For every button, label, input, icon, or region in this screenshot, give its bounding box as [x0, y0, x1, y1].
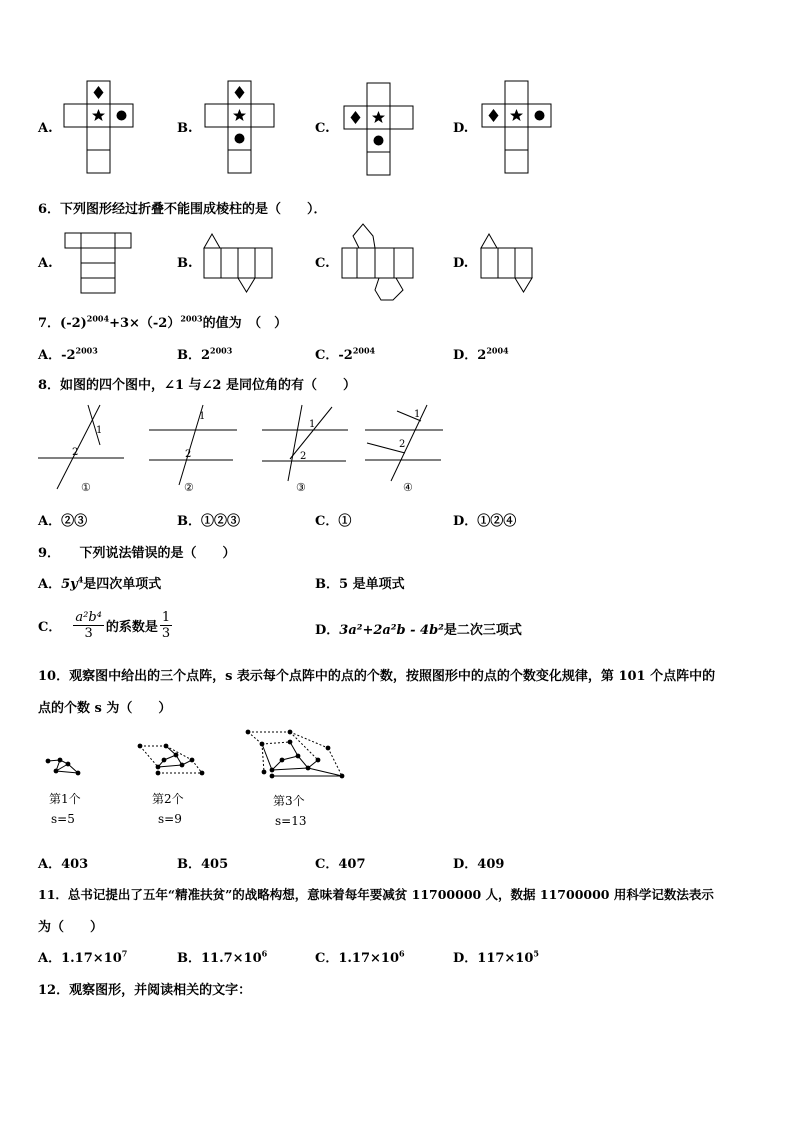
diamond-icon [489, 109, 499, 122]
q5-option-d-letter: D. [453, 121, 469, 136]
q5-net-a [64, 80, 138, 176]
q8-option-d: D．①②④ [453, 514, 517, 529]
q6-option-d-letter: D. [453, 256, 469, 271]
q7-option-a: A．$-2^{2003}$ [38, 345, 98, 363]
q5-option-c-letter: C. [315, 121, 330, 136]
circle-icon [235, 134, 245, 144]
q11-option-b: B．$11.7\times 10^6$ [177, 948, 268, 966]
star-icon [372, 111, 385, 123]
fraction: $\frac{\text{a²b⁴}}{3}$ [75, 609, 102, 641]
q6-net-d [480, 232, 540, 296]
q6-net-b [203, 232, 277, 296]
q11-option-c: C．$1.17\times 10^6$ [315, 948, 405, 966]
q6-net-a [64, 232, 134, 296]
diamond-icon [351, 111, 361, 124]
q6-option-b-letter: B. [177, 256, 193, 271]
q9-stem: 9． 下列说法错误的是（ ） [38, 546, 236, 561]
svg-text:2: 2 [300, 451, 307, 462]
q10-caption-1-s: s=5 [51, 812, 75, 826]
q10-caption-1-name: 第1个 [49, 792, 81, 806]
q10-line1: 10．观察图中给出的三个点阵，s 表示每个点阵中的点的个数，按照图形中的点的个数变化规律，第 101 个点阵中的 [38, 669, 716, 684]
q5-option-b-letter: B. [177, 121, 193, 136]
svg-text:1: 1 [96, 425, 103, 436]
q6-option-c-letter: C. [315, 256, 330, 271]
q8-figure-2 [149, 405, 241, 495]
circle-icon [535, 111, 545, 121]
svg-text:2: 2 [185, 449, 192, 460]
diamond-icon [235, 86, 245, 99]
q10-option-c: C．407 [315, 857, 366, 872]
svg-text:1: 1 [309, 419, 316, 430]
q10-option-b: B．405 [177, 857, 229, 872]
q12-stem: 12．观察图形，并阅读相关的文字： [38, 983, 252, 998]
q8-figure-1 [38, 405, 128, 495]
star-icon [233, 109, 246, 121]
q7-option-c: C．$-2^{2004}$ [315, 345, 376, 363]
circle-icon [374, 136, 384, 146]
q8-option-b: B．①②③ [177, 514, 241, 529]
q8-figure-4 [365, 405, 447, 495]
diamond-icon [94, 86, 104, 99]
star-icon [510, 109, 523, 121]
q11-line1: 11．总书记提出了五年“精准扶贫”的战略构想，意味着每年要减贫 11700000 人，数据 11700000 用科学记数法表示 [38, 887, 714, 902]
q9-option-b: B．5 是单项式 [315, 577, 405, 592]
svg-text:2: 2 [72, 447, 79, 458]
q8-stem: 8．如图的四个图中，∠1 与∠2 是同位角的有（ ） [38, 378, 356, 393]
svg-text:2: 2 [399, 439, 406, 450]
svg-text:1: 1 [199, 411, 206, 422]
q9-option-a: A．$5y^4$是四次单项式 [38, 574, 162, 592]
q5-net-c [344, 82, 418, 178]
q7-option-d: D．$2^{2004}$ [453, 345, 509, 363]
q11-line2: 为（ ） [38, 920, 104, 935]
circle-icon [117, 111, 127, 121]
q7-option-b: B．$2^{2003}$ [177, 345, 233, 363]
q6-net-c [341, 222, 421, 302]
q10-option-d: D．409 [453, 857, 505, 872]
fraction: $\frac{1}{3}$ [161, 609, 171, 641]
figure-label: ① [81, 481, 91, 494]
q9-option-c: C． $\frac{\text{a²b⁴}}{3}$ 的系数是 $\frac{1}{3}$ [38, 609, 171, 641]
q10-caption-2-s: s=9 [158, 812, 182, 826]
q11-option-d: D．$117\times 10^5$ [453, 948, 539, 966]
q10-dot-array-2 [136, 740, 208, 778]
q8-option-c: C．① [315, 514, 352, 529]
figure-label: ② [184, 481, 194, 494]
q5-net-b [205, 80, 279, 176]
q7-stem: 7．$(-2)^{2004}+3\times(-2)^{2003}$的值为 （ ） [38, 313, 288, 331]
q6-stem: 6．下列图形经过折叠不能围成棱柱的是（ ）． [38, 202, 327, 217]
q10-dot-array-1 [44, 752, 84, 778]
q10-dot-array-3 [242, 726, 348, 782]
q6-option-a-letter: A. [38, 256, 53, 271]
star-icon [92, 109, 105, 121]
q10-caption-3-name: 第3个 [273, 794, 305, 808]
q9-option-d: D．3a²+2a²b - 4b²是二次三项式 [315, 623, 522, 638]
q10-caption-2-name: 第2个 [152, 792, 184, 806]
q8-figure-3 [262, 405, 354, 495]
figure-label: ③ [296, 481, 306, 494]
q5-option-a-letter: A. [38, 121, 53, 136]
q11-option-a: A．$1.17\times 10^7$ [38, 948, 128, 966]
figure-label: ④ [403, 481, 413, 494]
q5-net-d [482, 80, 556, 176]
svg-text:1: 1 [414, 409, 421, 420]
q10-caption-3-s: s=13 [275, 814, 307, 828]
q10-option-a: A．403 [38, 857, 89, 872]
q10-line2: 点的个数 s 为（ ） [38, 701, 172, 716]
q8-option-a: A．②③ [38, 514, 88, 529]
